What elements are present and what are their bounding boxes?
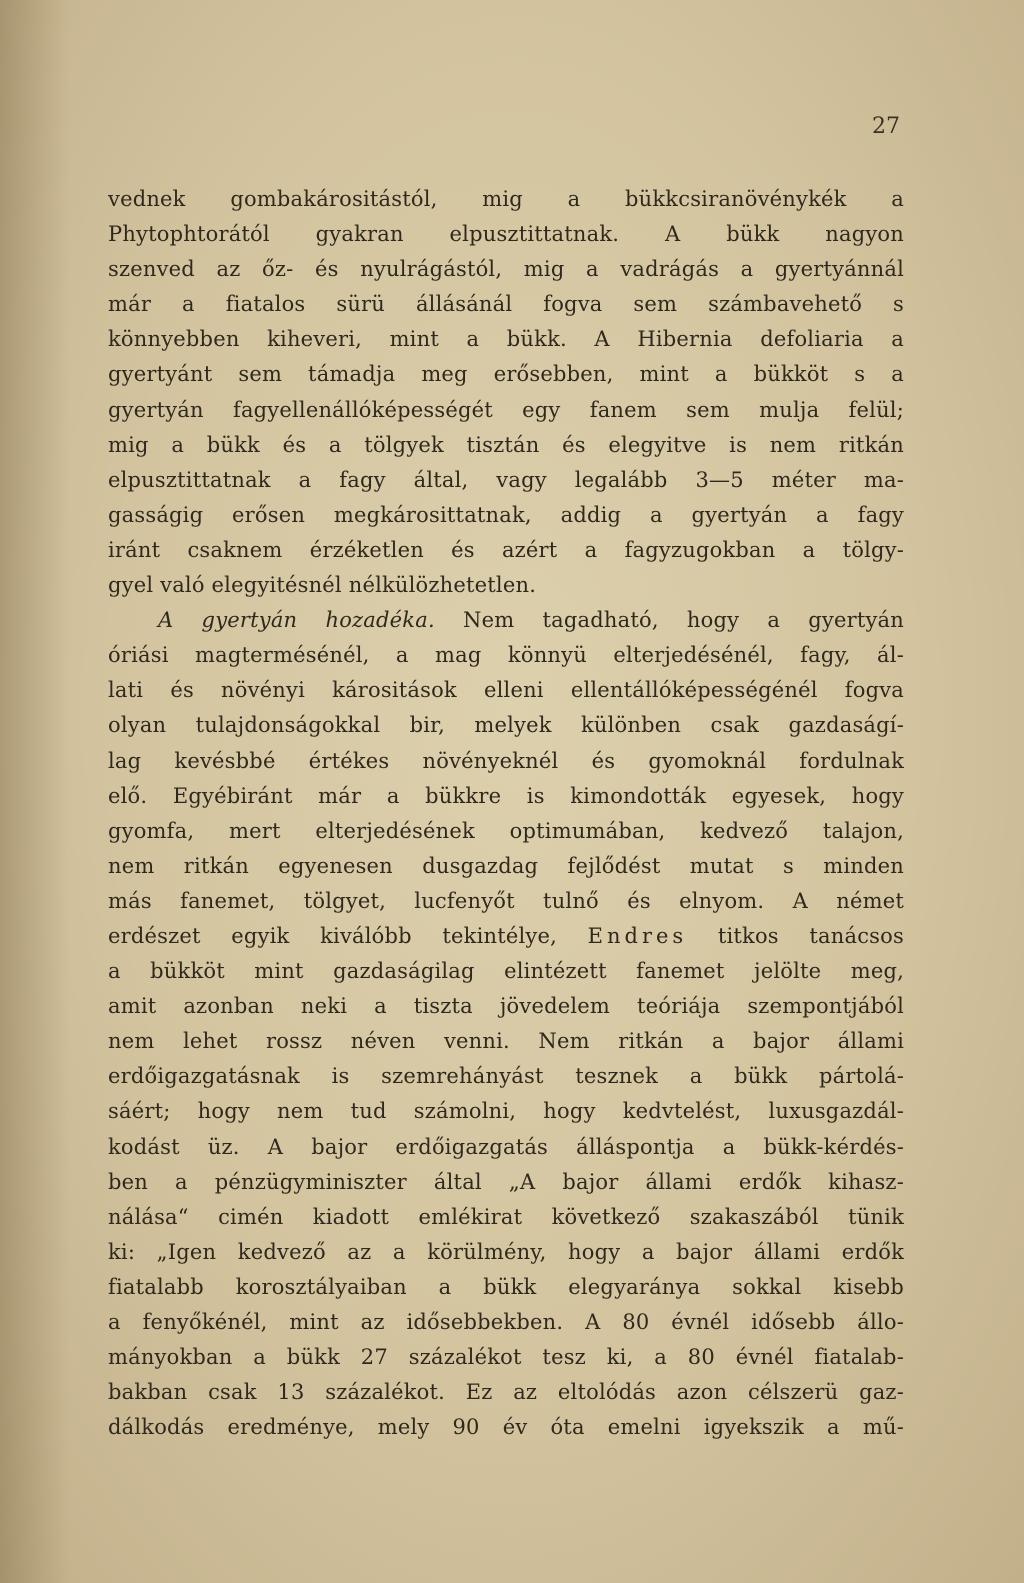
text-line: Phytophtorától gyakran elpusztittatnak. A bükk nagyon [108, 222, 904, 247]
text-fragment: erdészet egyik kiválóbb tekintélye, [108, 923, 557, 948]
text-line: nem lehet rossz néven venni. Nem ritkán a bajor állami [108, 1029, 904, 1054]
person-name: Endres [587, 923, 688, 948]
text-line: könnyebben kiheveri, mint a bükk. A Hibernia defoliaria a [108, 327, 904, 352]
text-line: gasságig erősen megkárosittatnak, addig a gyertyán a fagy [108, 502, 904, 527]
text-line: a fenyőkénél, mint az idősebbekben. A 80 évnél idősebb állo- [108, 1310, 904, 1334]
text-line: olyan tulajdonságokkal bir, melyek különben csak gazdaságí- [108, 713, 904, 738]
section-heading: A gyertyán hozadéka. [158, 608, 435, 633]
text-line: sáért; hogy nem tud számolni, hogy kedvtelést, luxusgazdál- [108, 1099, 904, 1124]
text-line: mig a bükk és a tölgyek tisztán és elegyitve is nem ritkán [108, 432, 904, 457]
text-line: dálkodás eredménye, mely 90 év óta emelni igyekszik a mű- [108, 1415, 904, 1440]
text-line: kodást üz. A bajor erdőigazgatás álláspontja a bükk-kérdés- [108, 1134, 904, 1159]
text-line: lag kevésbbé értékes növényeknél és gyomoknál fordulnak [108, 748, 904, 773]
text-line: szenved az őz- és nyulrágástól, mig a vadrágás a gyertyánnál [108, 257, 904, 282]
text-line: ben a pénzügyminiszter által „A bajor állami erdők kihasz- [108, 1169, 904, 1194]
text-line: fiatalabb korosztályaiban a bükk elegyaránya sokkal kisebb [108, 1274, 904, 1299]
text-line: mányokban a bükk 27 százalékot tesz ki, a 80 évnél fiatalab- [108, 1345, 904, 1370]
body-text [108, 182, 904, 1445]
text-line: amit azonban neki a tiszta jövedelem teóriája szempontjából [108, 994, 904, 1019]
text-line: nálása“ cimén kiadott emlékirat következő szakaszából tünik [108, 1204, 904, 1229]
text-line: már a fiatalos sürü állásánál fogva sem számbavehető s [108, 292, 904, 317]
text-line: elő. Egyébiránt már a bükkre is kimondották egyesek, hogy [108, 783, 904, 808]
paragraph-first-line [108, 603, 904, 638]
text-line: gyertyán fagyellenállóképességét egy fanem sem mulja felül; [108, 397, 904, 422]
text-line: más fanemet, tölgyet, lucfenyőt tulnő és elnyom. A német [108, 888, 904, 913]
text-line: nem ritkán egyenesen dusgazdag fejlődést mutat s minden [108, 853, 904, 878]
text-line: ki: „Igen kedvező az a körülmény, hogy a bajor állami erdők [108, 1239, 904, 1264]
text-line: óriási magtermésénél, a mag könnyü elterjedésénél, fagy, ál- [108, 643, 904, 668]
text-line: vednek gombakárositástól, mig a bükkcsiranövénykék a [108, 187, 904, 211]
text-line: iránt csaknem érzéketlen és azért a fagyzugokban a tölgy- [108, 537, 904, 562]
text-fragment: Nem tagadható, hogy a gyertyán [463, 608, 904, 633]
name-line [108, 919, 904, 954]
text-line: gyertyánt sem támadja meg erősebben, mint a bükköt s a [108, 362, 904, 387]
text-line: bakban csak 13 százalékot. Ez az eltolódás azon célszerü gaz- [108, 1380, 904, 1405]
text-fragment: titkos tanácsos [717, 923, 904, 948]
page-number: 27 [872, 114, 900, 139]
text-line: gyel való elegyitésnél nélkülözhetetlen. [108, 573, 537, 598]
page-edge-shadow [0, 0, 70, 1583]
text-line: lati és növényi kárositások elleni ellentállóképességénél fogva [108, 678, 904, 703]
text-line: erdőigazgatásnak is szemrehányást tesznek a bükk pártolá- [108, 1064, 904, 1089]
text-line: gyomfa, mert elterjedésének optimumában, kedvező talajon, [108, 818, 904, 843]
text-line: elpusztittatnak a fagy által, vagy legalább 3—5 méter ma- [108, 467, 904, 492]
text-line: a bükköt mint gazdaságilag elintézett fanemet jelölte meg, [108, 959, 904, 984]
